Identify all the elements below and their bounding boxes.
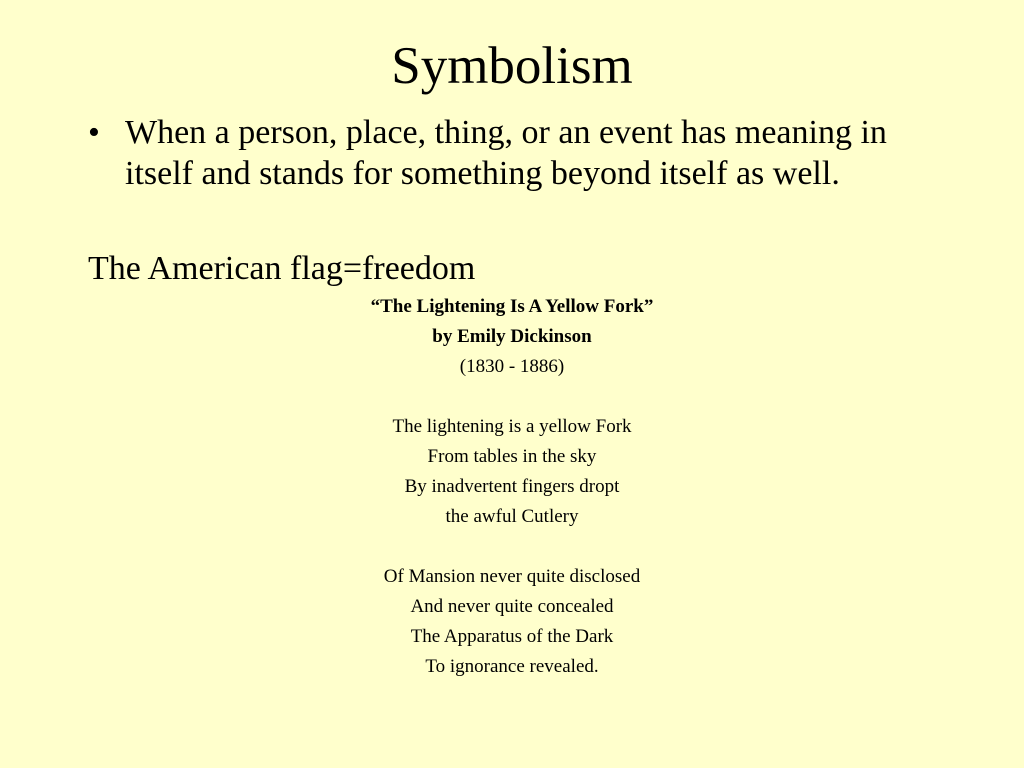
poem-title: “The Lightening Is A Yellow Fork”: [370, 296, 654, 317]
stanza-gap: [0, 532, 1024, 562]
example-line: The American flag=freedom: [88, 250, 476, 287]
bullet-item-definition: [88, 112, 948, 194]
poem-line: To ignorance revealed.: [425, 656, 599, 677]
stanza-gap: [0, 382, 1024, 412]
poem-line: The lightening is a yellow Fork: [392, 416, 632, 437]
bullet-text: When a person, place, thing, or an event has meaning in itself and stands for something beyond itself as well.: [125, 114, 887, 192]
poem-line: By inadvertent fingers dropt: [404, 476, 620, 497]
poem-line: From tables in the sky: [427, 446, 597, 467]
slide-title: Symbolism: [391, 37, 633, 95]
poem-line: And never quite concealed: [410, 596, 614, 617]
poem-author: by Emily Dickinson: [432, 326, 592, 347]
bullet-list: [88, 112, 948, 194]
poem-block: [0, 292, 1024, 682]
poem-line: The Apparatus of the Dark: [410, 626, 614, 647]
poem-dates: (1830 - 1886): [459, 356, 565, 377]
poem-line: Of Mansion never quite disclosed: [383, 566, 641, 587]
poem-line: the awful Cutlery: [445, 506, 579, 527]
bullet-icon: •: [88, 114, 100, 151]
